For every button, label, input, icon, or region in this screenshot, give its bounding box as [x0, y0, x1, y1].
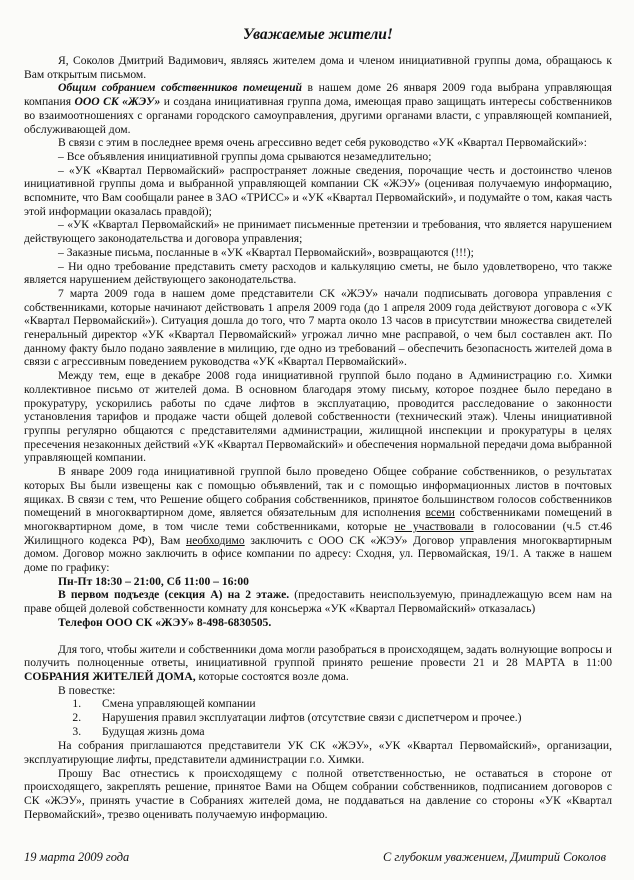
- company-name: ООО СК «ЖЭУ»: [74, 95, 161, 109]
- complaint-item: – Заказные письма, посланные в «УК «Квартал Первомайский», возвращаются (!!!);: [58, 245, 474, 259]
- gm-all: всеми: [425, 506, 455, 520]
- rm-bold: СОБРАНИЯ ЖИТЕЛЕЙ ДОМА,: [24, 669, 196, 683]
- agenda-item: 3. Будущая жизнь дома: [84, 725, 612, 739]
- rm-text-a: Для того, чтобы жители и собственники дома могли разобраться в происходящем, задать волнующие вопросы и получить полноценные ответы, инициативной группой принято решение провести 21 и 28 МАРТА в 11:00: [24, 642, 613, 670]
- meeting-lead: Общим собранием собственников помещений: [58, 81, 302, 95]
- gm-text-c: в голосовании (ч.5 ст.46 Жилищного кодекса РФ), Вам: [24, 519, 612, 547]
- phone-line: Телефон ООО СК «ЖЭУ» 8-498-6830505.: [58, 615, 272, 629]
- gm-must: необходимо: [186, 533, 245, 547]
- general-meeting-paragraph: [24, 465, 612, 575]
- location-bold: В первом подъезде (секция А) на 2 этаже.: [58, 588, 290, 602]
- residents-meeting-paragraph: [24, 643, 612, 684]
- gm-text-d: заключить с ООО СК «ЖЭУ» Договор управления многоквартирным домом. Договор можно заключить в офисе компании по адресу: Сходня, ул. Первомайская, 19/1. А также в нашем доме по графику:: [24, 533, 612, 575]
- complaint-item: – «УК «Квартал Первомайский» не принимает письменные претензии и требования, что является нарушением действующего законодательства и договора управления;: [24, 218, 612, 246]
- rm-text-b: которые состоятся возле дома.: [195, 669, 349, 683]
- letter-date: 19 марта 2009 года: [24, 850, 130, 864]
- agenda-label: В повестке:: [58, 683, 116, 697]
- signature: С глубоким уважением, Дмитрий Соколов: [382, 850, 606, 864]
- signature-block: [24, 850, 606, 865]
- gm-text-a: В январе 2009 года инициативной группой было проведено Общее собрание собственников, о результатах которых Вы были извещены как с помощью объявлений, так и с помощью информационных листов в почтовых ящиках. В связи с тем, что Решение общего собрания собственников, принятое большинством голосов собственников помещений в многоквартирном доме, является обязательным для исполнения: [24, 465, 612, 520]
- meeting-mid: в нашем доме 26 января 2009 года выбрана управляющая компания: [24, 81, 613, 109]
- gm-text-b: собственниками помещений в многоквартирном доме, в том числе теми собственниками, которые: [24, 506, 613, 533]
- agenda-item: 2. Нарушения правил эксплуатации лифтов (отсутствие связи с диспетчером и прочее.): [84, 711, 612, 725]
- location-paragraph: [24, 588, 612, 615]
- complaint-item: – Ни одно требование представить смету расходов и калькуляцию сметы, не было удовлетворено, что также является нарушением действующего законодательства.: [24, 259, 612, 287]
- agenda-item: 1. Смена управляющей компании: [84, 697, 612, 711]
- context-paragraph: В связи с этим в последнее время очень агрессивно ведет себя руководство «УК «Квартал Первомайский»:: [58, 136, 587, 150]
- meeting-rest: и создана инициативная группа дома, имеющая право защищать интересы собственников во взаимоотношениях с органами городского самоуправления, другими органами власти, с управляющей компанией, обслуживающей дом.: [24, 95, 613, 136]
- location-rest: (предоставить неиспользуемую, принадлежащую всем нам на праве общей долевой собственности комнату для консьержа «УК «Квартал Первомайский» отказалась): [24, 588, 612, 616]
- invitees-paragraph: На собрания приглашаются представители УК СК «ЖЭУ», «УК «Квартал Первомайский», организации, эксплуатирующие лифты, представители администрации г.о. Химки.: [24, 739, 612, 767]
- appeal-paragraph: Прошу Вас отнестись к происходящему с полной ответственностью, не оставаться в стороне от происходящего, закреплять решение, принятое Вами на Общем собрании собственников, подписанием договоров с СК «ЖЭУ», принять участие в Собраниях жителей дома, не поддаваться на давление со стороны «УК «Квартал Первомайский», трезво оценивать получаемую информацию.: [24, 766, 612, 821]
- schedule-line: Пн-Пт 18:30 – 21:00, Сб 11:00 – 16:00: [58, 574, 249, 588]
- meeting-paragraph: [24, 81, 612, 136]
- letter-title: Уважаемые жители!: [243, 26, 393, 43]
- gm-not-participated: не участвовали: [394, 519, 474, 533]
- december-paragraph: Между тем, еще в декабре 2008 года инициативной группой было подано в Администрацию г.о. Химки коллективное письмо от жителей дома. В основном благодаря этому письму, которое позднее было передано в прокуратуру, ускорились работы по сдаче лифтов в эксплуатацию, проводится расследование о законности установления тарифов и продаже части общей долевой собственности (технический этаж). Члены инициативной группы регулярно общаются с представителями администрации, жилищной инспекции и прокуратуры в целях пресечения незаконных действий «УК «Квартал Первомайский» и обеспечения нормальной передачи дома выбранной управляющей компании.: [24, 369, 612, 465]
- intro-paragraph: Я, Соколов Дмитрий Вадимович, являясь жителем дома и членом инициативной группы дома, обращаюсь к Вам открытым письмом.: [24, 54, 612, 81]
- march-paragraph: 7 марта 2009 года в нашем доме представители СК «ЖЭУ» начали подписывать договора управления с собственниками, которые начинают действовать 1 апреля 2009 года (до 1 апреля 2009 года действуют договора с «УК «Квартал Первомайский»). Ситуация дошла до того, что 7 марта около 13 часов в присутствии множества свидетелей генеральный директор «УК «Квартал Первомайский» угрожал лично мне расправой, о чем был составлен акт. По данному факту было подано заявление в милицию, где одно из требований – обеспечить безопасность жителей дома в связи с агрессивным поведением руководства «УК «Квартал Первомайский».: [24, 286, 612, 369]
- complaint-item: – «УК «Квартал Первомайский» распространяет ложные сведения, порочащие честь и достоинство членов инициативной группы дома и выбранной управляющей компании СК «ЖЭУ» (оценивая получаемую информацию, вспомните, что Вам сообщали ранее в ЗАО «ТРИСС» и «УК «Квартал Первомайский», и подумайте о том, какая часть этой информации оказалась правдой);: [24, 163, 612, 218]
- complaint-item: – Все объявления инициативной группы дома срываются незамедлительно;: [58, 149, 432, 163]
- agenda-list: [24, 697, 612, 739]
